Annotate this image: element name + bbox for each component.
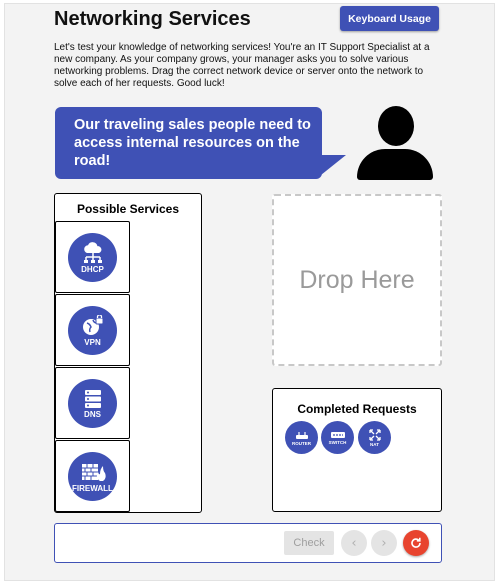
previous-button[interactable] [341,530,367,556]
dns-icon [83,389,103,409]
intro-text: Let's test your knowledge of networking services! You're an IT Support Specialist at a new company. As your company grows, your manager asks you to solve various networking problems. Drag the correct network device or server onto the network to solve each of her requests. Good luck! [54,42,430,89]
service-card-firewall[interactable] [55,440,130,512]
service-card-dns[interactable] [55,367,130,439]
request-bubble-tail [316,155,346,179]
firewall-icon [80,461,106,483]
completed-item-label: SWITCH [328,439,347,445]
service-label: DNS [84,409,101,419]
router-icon [295,430,309,440]
completed-item-label: NAT [370,441,379,447]
service-label: FIREWALL [72,483,113,493]
service-card-vpn[interactable] [55,294,130,366]
completed-item-label: ROUTER [292,440,311,446]
controls-bar [54,523,442,563]
possible-services-title: Possible Services [76,202,180,216]
drop-zone-label: Drop Here [299,265,415,294]
possible-services-panel [54,193,202,513]
completed-item-router [285,421,318,454]
check-button[interactable]: Check [284,531,334,555]
switch-icon [330,431,346,439]
dhcp-icon [81,242,105,264]
service-label: DHCP [81,264,104,274]
page-title: Networking Services [54,8,251,30]
completed-item-switch [321,421,354,454]
chevron-right-icon: › [381,535,387,551]
completed-requests-panel [272,388,442,512]
chevron-left-icon: ‹ [351,535,357,551]
drop-zone[interactable] [272,194,442,366]
request-text: Our traveling sales people need to access internal resources on the road! [74,117,311,169]
refresh-icon [410,537,422,549]
keyboard-usage-button[interactable]: Keyboard Usage [340,6,439,31]
service-label: VPN [84,337,101,347]
service-card-dhcp[interactable] [55,221,130,293]
vpn-icon [81,315,105,337]
completed-item-nat [358,421,391,454]
nat-icon [368,429,382,441]
next-button[interactable] [371,530,397,556]
reset-button[interactable] [403,530,429,556]
completed-requests-title: Completed Requests [297,402,417,416]
